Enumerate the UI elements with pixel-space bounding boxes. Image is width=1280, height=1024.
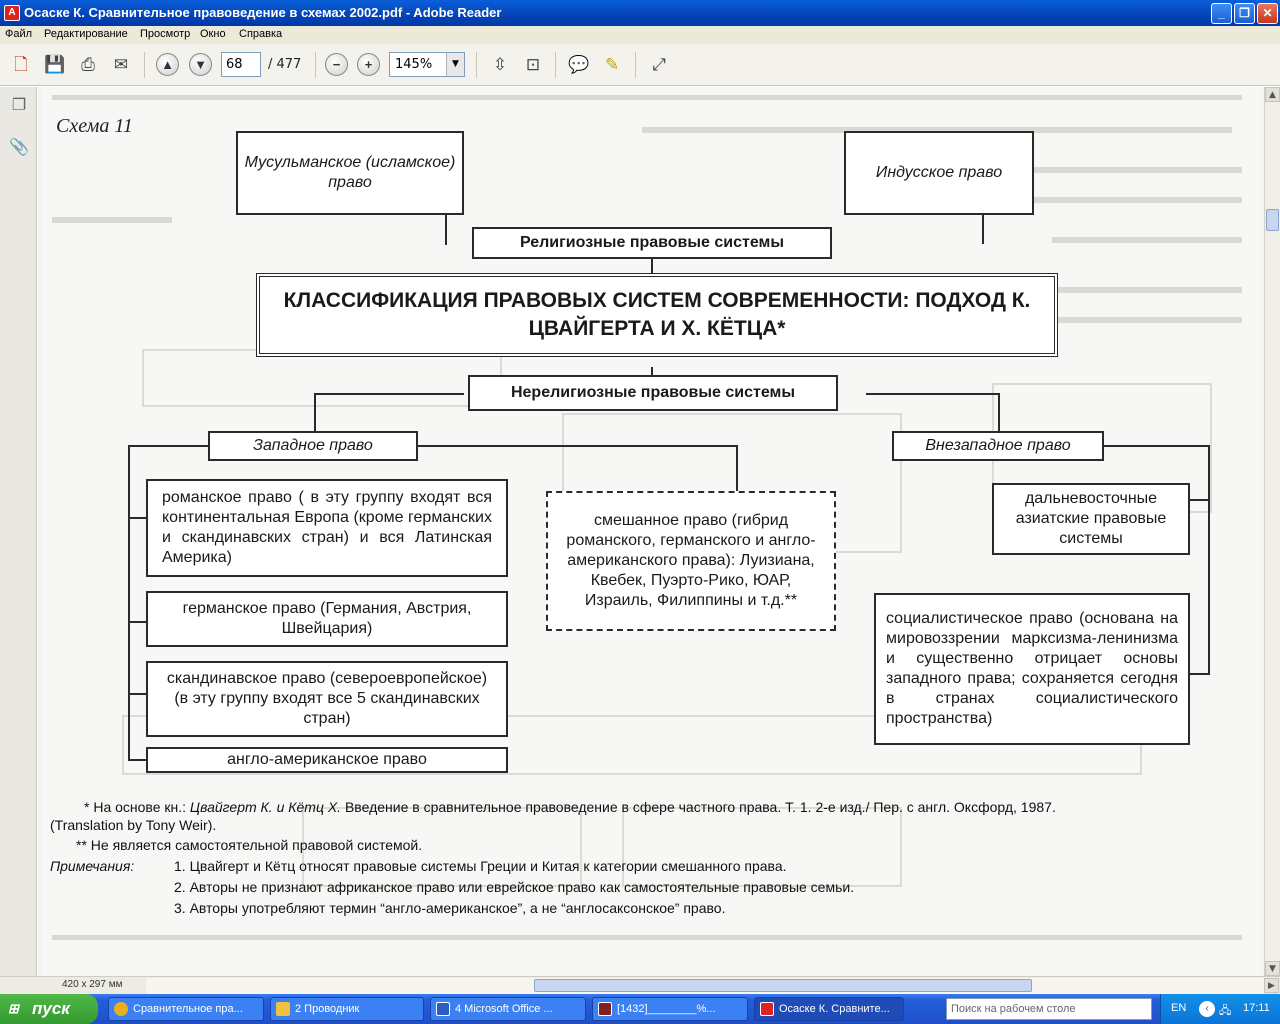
comment-icon[interactable]: 💬 [568,55,590,74]
navigation-pane [0,87,37,976]
note-1: 1. Цвайгерт и Кётц относят правовые системы Греции и Китая к категории смешанного права. [174,858,787,874]
system-tray [1160,994,1280,1024]
zoom-out-icon[interactable]: − [325,53,348,76]
title-bar [0,0,1280,26]
menu-help[interactable]: Справка [239,28,283,40]
word-icon [436,1002,450,1016]
desktop-search-input[interactable]: Поиск на рабочем столе [946,998,1152,1020]
page-number-input[interactable]: 68 [221,52,261,77]
scroll-down-icon[interactable]: ▼ [1265,961,1280,976]
note-3: 3. Авторы употребляют термин “англо-американское”, а не “англосаксонское” право. [174,900,726,916]
save-icon[interactable]: 💾 [44,55,66,74]
language-indicator[interactable]: EN [1171,1002,1187,1014]
vertical-scrollbar[interactable] [1264,87,1280,976]
windows-flag-icon: ⊞ [8,1001,19,1016]
chrome-icon [114,1002,128,1016]
toolbar [0,44,1280,86]
fit-width-icon[interactable]: ⊡ [525,55,541,74]
print-icon[interactable]: ⎙ [81,55,95,74]
scroll-up-icon[interactable]: ▲ [1265,87,1280,102]
pages-icon[interactable]: ❐ [11,95,27,114]
task-chrome[interactable]: Сравнительное пра... [108,997,264,1021]
page-total: / 477 [268,57,302,72]
zoom-in-icon[interactable]: + [357,53,380,76]
nonreligious-systems-box: Нерелигиозные правовые системы [468,375,838,411]
vertical-scroll-thumb[interactable] [1266,209,1279,231]
pdf-icon [760,1002,774,1016]
status-bar [0,976,1280,994]
pdf-icon: A [4,5,20,21]
taskbar [0,994,1280,1024]
fareast-systems-box: дальневосточные азиатские правовые системы [992,483,1190,555]
email-icon[interactable]: ✉ [113,55,129,74]
menu-bar [0,26,1280,44]
western-law-box: Западное право [208,431,418,461]
create-pdf-icon[interactable]: 🗋 [14,55,28,74]
scroll-right-icon[interactable]: ▶ [1264,978,1279,993]
menu-edit[interactable]: Редактирование [44,28,128,40]
anglo-american-law-box: англо-американское право [146,747,508,773]
socialist-law-box: социалистическое право (основана на мировоззрении марксизма-ленинизма и существенно отрицает основы западного права; сохраняется сегодня в странах социалистического пространства) [874,593,1190,745]
network-icon[interactable]: 🖧 [1219,1005,1232,1017]
folder-icon [276,1002,290,1016]
religious-systems-box: Религиозные правовые системы [472,227,832,259]
close-button[interactable]: ✕ [1257,3,1278,24]
horizontal-scrollbar[interactable] [146,978,1264,994]
classification-main-box: КЛАССИФИКАЦИЯ ПРАВОВЫХ СИСТЕМ СОВРЕМЕННОСТИ: ПОДХОД К. ЦВАЙГЕРТА И Х. КЁТЦА* [256,273,1058,357]
app-icon [598,1002,612,1016]
back-arrow-icon[interactable]: ‹ [1199,1001,1215,1017]
next-page-icon[interactable]: ▼ [189,53,212,76]
mixed-law-box: смешанное право (гибрид романского, германского и англо-американского права): Луизиана, Квебек, Пуэрто-Рико, ЮАР, Израиль, Филиппины и т.д.** [546,491,836,631]
highlight-icon[interactable]: ✎ [604,55,620,74]
window-title: Осаске К. Сравнительное правоведение в схемах 2002.pdf - Adobe Reader [24,5,502,20]
fit-page-icon[interactable]: ⇳ [492,55,508,74]
nonwestern-law-box: Внезападное право [892,431,1104,461]
document-view[interactable] [38,87,1264,976]
menu-view[interactable]: Просмотр [140,28,191,40]
restore-button[interactable]: ❐ [1234,3,1255,24]
clock: 17:11 [1243,1002,1270,1014]
attachments-icon[interactable]: 📎 [9,137,29,156]
pdf-page [42,87,1260,976]
footnote-2: ** Не является самостоятельной правовой системой. [76,837,423,853]
romance-law-box: романское право ( в эту группу входят вся континентальная Европа (кроме германских и скандинавских стран) и вся Латинская Америка) [146,479,508,577]
german-law-box: германское право (Германия, Австрия, Швейцария) [146,591,508,647]
menu-window[interactable]: Окно [200,28,226,40]
horizontal-scroll-thumb[interactable] [534,979,1032,992]
previous-page-icon[interactable]: ▲ [156,53,179,76]
hindu-law-box: Индусское право [844,131,1034,215]
muslim-law-box: Мусульманское (исламское) право [236,131,464,215]
footnote-1: * На основе кн.: Цвайгерт К. и Кётц Х. Введение в сравнительное правоведение в сфере частного права. Т. 1. 2-е изд./ Пер. с англ. Оксфорд, 1987. [84,799,1056,815]
task-1432[interactable]: [1432]________%... [592,997,748,1021]
task-office[interactable]: 4 Microsoft Office ... [430,997,586,1021]
start-button[interactable]: ⊞ пуск [0,994,98,1024]
menu-file[interactable]: Файл [5,28,33,40]
chevron-down-icon[interactable]: ▼ [446,53,464,76]
footnote-1-continued: (Translation by Tony Weir). [50,817,217,833]
scheme-title: Схема 11 [56,115,133,137]
page-size-label: 420 x 297 мм [62,979,123,990]
task-adobe-reader[interactable]: Осаске К. Сравните... [754,997,904,1021]
notes-label: Примечания: [50,858,135,874]
minimize-button[interactable]: _ [1211,3,1232,24]
task-explorer[interactable]: 2 Проводник [270,997,424,1021]
note-2: 2. Авторы не признают африканское право или еврейское право как самостоятельные правовые семьи. [174,879,855,895]
fullscreen-icon[interactable]: ⤢ [652,55,666,74]
scandinavian-law-box: скандинавское право (североевропейское) (в эту группу входят все 5 скандинавских стран) [146,661,508,737]
zoom-value: 145% [395,57,433,72]
zoom-select[interactable] [389,52,465,77]
